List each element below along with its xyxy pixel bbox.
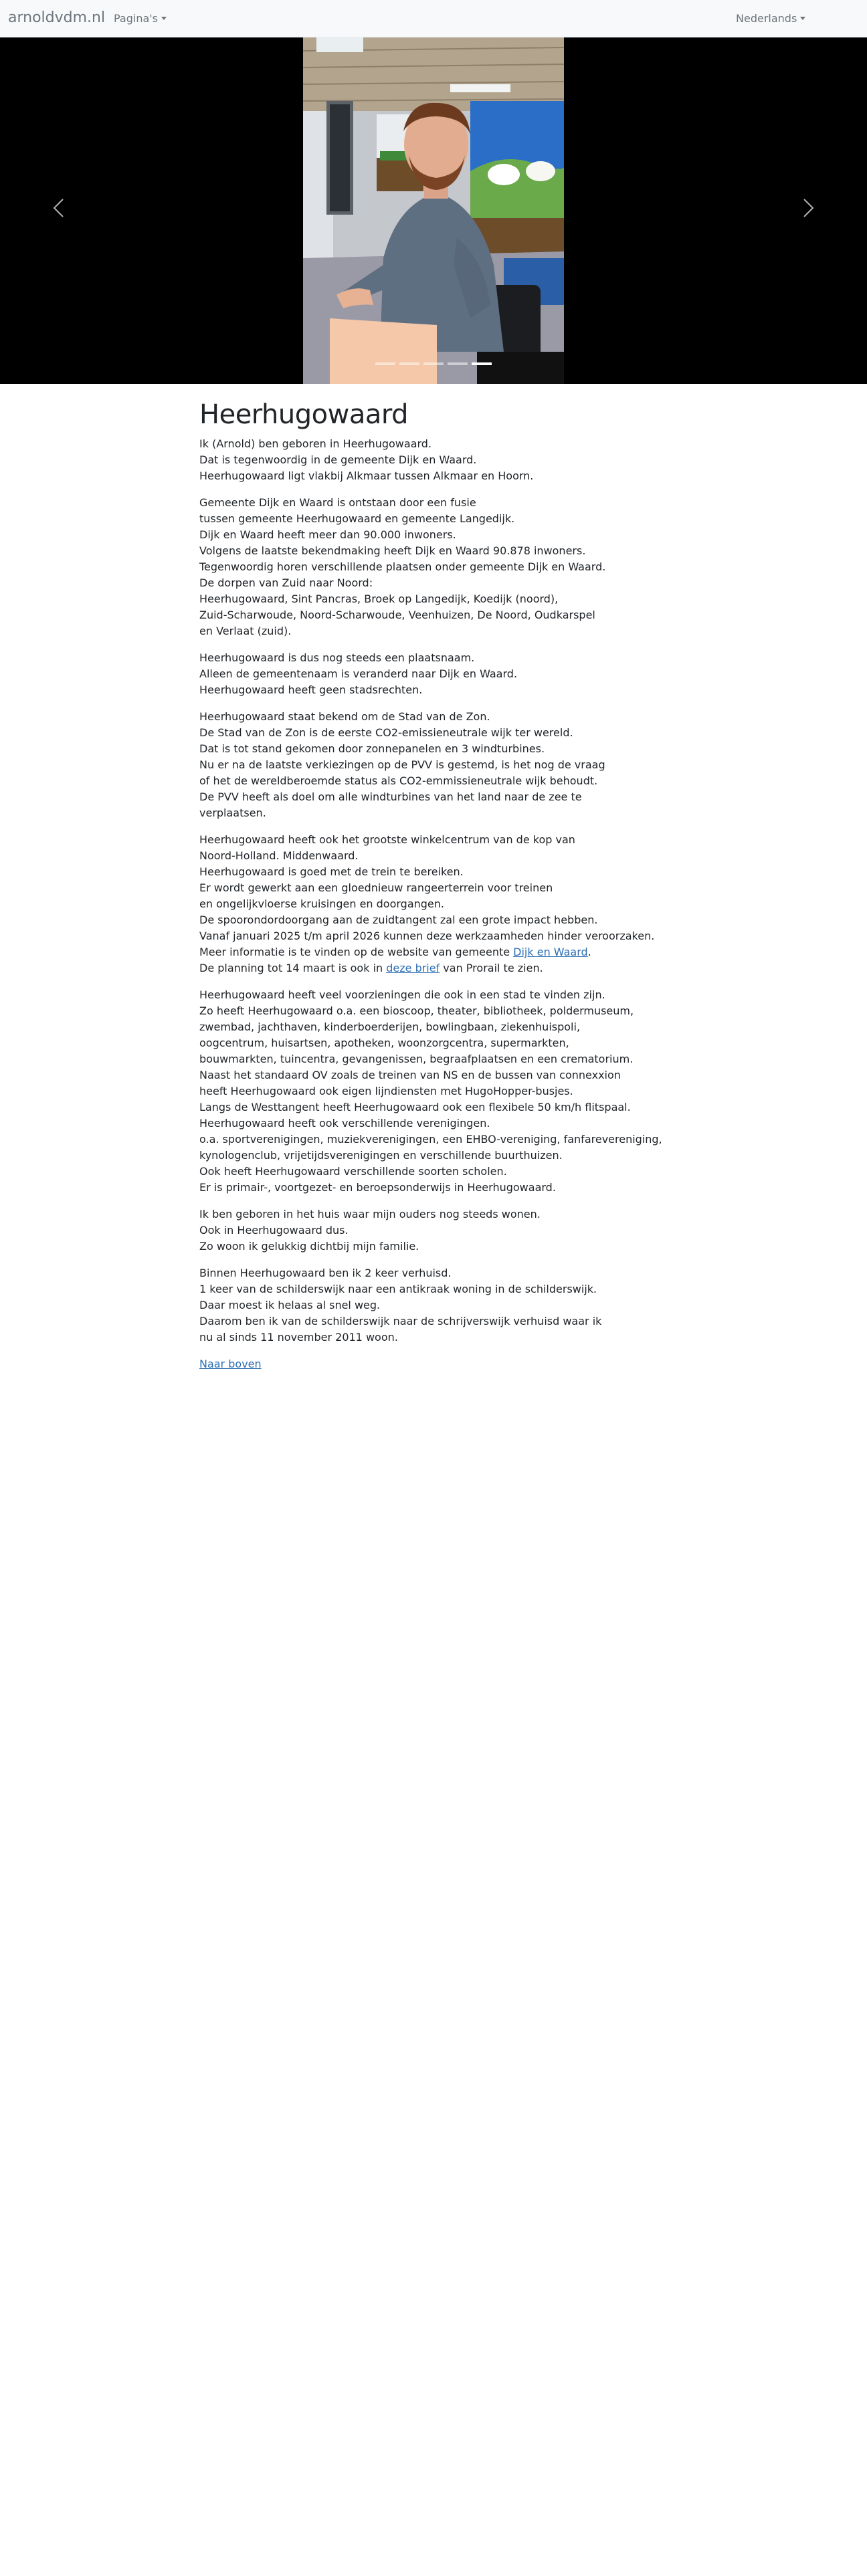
text-line: Zuid-Scharwoude, Noord-Scharwoude, Veenhuizen, De Noord, Oudkarspel [199,609,595,621]
chevron-left-icon [51,198,67,218]
text-line: Naast het standaard OV zoals de treinen van NS en de bussen van connexxion [199,1069,621,1081]
text-paragraph [199,709,681,821]
text-line: tussen gemeente Heerhugowaard en gemeente Langedijk. [199,512,515,525]
planning-suffix: van Prorail te zien. [440,962,543,974]
photo-carousel [0,37,867,384]
text-line: Heerhugowaard staat bekend om de Stad van de Zon. [199,710,490,723]
text-line: Dat is tegenwoordig in de gemeente Dijk en Waard. [199,453,477,466]
caret-down-icon [800,17,805,20]
text-line: Heerhugowaard, Sint Pancras, Broek op Langedijk, Koedijk (noord), [199,593,559,605]
carousel-indicator[interactable] [423,362,444,365]
text-line: Er is primair-, voortgezet- en beroepsonderwijs in Heerhugowaard. [199,1181,556,1194]
text-line: Dat is tot stand gekomen door zonnepanelen en 3 windturbines. [199,742,545,755]
brand-link[interactable]: arnoldvdm.nl [8,9,106,26]
back-to-top-link[interactable]: Naar boven [199,1358,262,1370]
text-line: Heerhugowaard heeft ook het grootste winkelcentrum van de kop van [199,833,575,846]
carousel-indicator[interactable] [448,362,468,365]
text-line: Er wordt gewerkt aan een gloednieuw rangeerterrein voor treinen [199,881,553,894]
text-line: Zo woon ik gelukkig dichtbij mijn familie. [199,1240,419,1253]
text-line [199,960,681,976]
text-line: bouwmarkten, tuincentra, gevangenissen, begraafplaatsen en een crematorium. [199,1053,634,1065]
transport-lines [199,832,681,944]
text-line: verplaatsen. [199,807,266,819]
text-line: Volgens de laatste bekendmaking heeft Dijk en Waard 90.878 inwoners. [199,544,586,557]
text-line: Ik (Arnold) ben geboren in Heerhugowaard. [199,437,432,450]
carousel-indicator[interactable] [472,362,492,365]
text-line: Alleen de gemeentenaam is veranderd naar Dijk en Waard. [199,667,518,680]
text-line: Daar moest ik helaas al snel weg. [199,1299,381,1311]
text-line: Noord-Holland. Middenwaard. [199,849,359,862]
text-paragraph [199,436,681,484]
carousel-indicator[interactable] [399,362,419,365]
carousel-next-button[interactable] [749,37,867,384]
chevron-right-icon [800,198,816,218]
text-line: Heerhugowaard heeft ook verschillende verenigingen. [199,1117,490,1130]
text-line: De dorpen van Zuid naar Noord: [199,576,373,589]
carousel-indicators [0,360,867,368]
text-line: Daarom ben ik van de schilderswijk naar de schrijverswijk verhuisd waar ik [199,1315,602,1327]
text-line: Heerhugowaard ligt vlakbij Alkmaar tussen Alkmaar en Hoorn. [199,469,534,482]
text-line: Vanaf januari 2025 t/m april 2026 kunnen deze werkzaamheden hinder veroorzaken. [199,930,655,942]
text-paragraph [199,987,681,1196]
text-line: zwembad, jachthaven, kinderboerderijen, bowlingbaan, ziekenhuispoli, [199,1021,581,1033]
page-title: Heerhugowaard [199,399,408,430]
text-line: Dijk en Waard heeft meer dan 90.000 inwoners. [199,528,456,541]
language-dropdown[interactable] [736,12,805,25]
text-line: o.a. sportverenigingen, muziekverenigingen, een EHBO-vereniging, fanfarevereniging, [199,1133,662,1146]
closing-paragraphs [199,987,681,1346]
info-text: Meer informatie is te vinden op de website van gemeente [199,946,514,958]
text-line: en Verlaat (zuid). [199,625,292,637]
transport-paragraph [199,832,681,976]
text-line: Ook heeft Heerhugowaard verschillende soorten scholen. [199,1165,507,1178]
text-line: heeft Heerhugowaard ook eigen lijndiensten met HugoHopper-busjes. [199,1085,573,1097]
text-line: Nu er na de laatste verkiezingen op de PVV is gestemd, is het nog de vraag [199,758,605,771]
text-line: Heerhugowaard heeft veel voorzieningen die ook in een stad te vinden zijn. [199,988,605,1001]
text-paragraph [199,495,681,639]
text-line: Gemeente Dijk en Waard is ontstaan door een fusie [199,496,476,509]
text-line: Zo heeft Heerhugowaard o.a. een bioscoop, theater, bibliotheek, poldermuseum, [199,1004,634,1017]
text-line: kynologenclub, vrijetijdsverenigingen en verschillende buurthuizen. [199,1149,563,1162]
back-to-top-paragraph [199,1356,681,1372]
info-suffix: . [587,946,591,958]
text-line: oogcentrum, huisartsen, apotheken, woonzorgcentra, supermarkten, [199,1037,569,1049]
text-line: Heerhugowaard is dus nog steeds een plaatsnaam. [199,651,475,664]
language-dropdown-label: Nederlands [736,12,797,25]
text-line: Tegenwoordig horen verschillende plaatsen onder gemeente Dijk en Waard. [199,560,606,573]
text-line: De spoorondordoorgang aan de zuidtangent zal een grote impact hebben. [199,914,598,926]
portrait-photo-illustration [303,37,564,384]
deze-brief-link[interactable]: deze brief [386,962,440,974]
text-line: Ook in Heerhugowaard dus. [199,1224,349,1237]
text-line: Binnen Heerhugowaard ben ik 2 keer verhuisd. [199,1267,452,1279]
carousel-slide-photo [303,37,564,384]
main-content [199,399,681,1383]
pages-dropdown-label: Pagina's [114,12,159,25]
text-paragraph [199,650,681,698]
text-line: 1 keer van de schilderswijk naar een antikraak woning in de schilderswijk. [199,1283,597,1295]
text-line: Ik ben geboren in het huis waar mijn ouders nog steeds wonen. [199,1208,541,1220]
text-line: De PVV heeft als doel om alle windturbines van het land naar de zee te [199,790,582,803]
text-paragraph [199,1265,681,1346]
carousel-previous-button[interactable] [0,37,118,384]
text-paragraph [199,1206,681,1255]
navbar [0,0,867,37]
intro-paragraphs [199,436,681,821]
caret-down-icon [161,17,167,20]
text-line: Langs de Westtangent heeft Heerhugowaard ook een flexibele 50 km/h flitspaal. [199,1101,631,1113]
carousel-indicator[interactable] [375,362,395,365]
text-line [199,944,681,960]
planning-text: De planning tot 14 maart is ook in [199,962,387,974]
text-line: Heerhugowaard is goed met de trein te bereiken. [199,865,464,878]
text-line: nu al sinds 11 november 2011 woon. [199,1331,398,1344]
pages-dropdown[interactable] [114,12,167,25]
text-line: en ongelijkvloerse kruisingen en doorgangen. [199,897,444,910]
text-line: Heerhugowaard heeft geen stadsrechten. [199,683,423,696]
text-line: De Stad van de Zon is de eerste CO2-emissieneutrale wijk ter wereld. [199,726,573,739]
text-line: of het de wereldberoemde status als CO2-emmissieneutrale wijk behoudt. [199,774,598,787]
dijk-en-waard-link[interactable]: Dijk en Waard [513,946,588,958]
